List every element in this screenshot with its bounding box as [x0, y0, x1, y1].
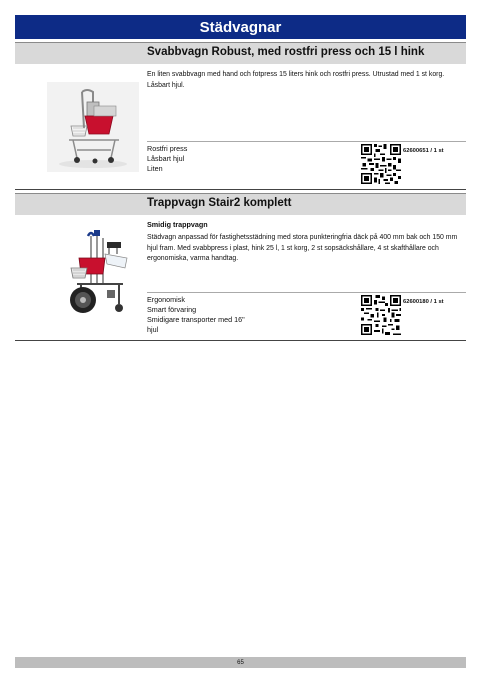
product-1-feature: Rostfri press — [147, 144, 188, 153]
page-number: 65 — [237, 659, 244, 666]
product-2-features — [147, 295, 245, 335]
product-2-feature: hjul — [147, 325, 159, 334]
product-1-feature: Liten — [147, 164, 163, 173]
mop-cart-image — [47, 82, 139, 172]
product-2-bottom-rule — [15, 340, 466, 341]
product-1-article-number: 62600651 / 1 st — [403, 148, 444, 154]
product-2-divider — [147, 292, 466, 293]
stair-cart-image — [47, 228, 139, 318]
page-footer — [15, 657, 466, 668]
product-2-article-number: 62600180 / 1 st — [403, 299, 444, 305]
page-title: Städvagnar — [15, 15, 466, 39]
product-2-name: Trappvagn Stair2 komplett — [147, 197, 292, 209]
product-2-feature: Smidigare transporter med 16" — [147, 315, 245, 324]
product-1-header — [15, 42, 466, 64]
product-2-feature: Ergonomisk — [147, 295, 185, 304]
product-1-bottom-rule — [15, 189, 466, 190]
product-2-feature: Smart förvaring — [147, 305, 197, 314]
product-2-header — [15, 193, 466, 215]
qr-code-icon — [361, 144, 401, 184]
product-1-features — [147, 144, 187, 174]
product-1-divider — [147, 141, 466, 142]
product-2-description: Städvagn anpassad för fastighetsstädning med stora punkteringfria däck på 400 mm bak och 150 mm hjul fram. Med svabbpress i plast, hink 25 l, 1 st korg, 2 st sopsäckshållare, 4 st skafthållare och ergonomiska, varma handtag. — [147, 234, 458, 262]
product-2-subtitle: Smidig trappvagn — [147, 220, 208, 229]
product-1-feature: Låsbart hjul — [147, 154, 185, 163]
product-1-description: En liten svabbvagn med hand och fotpress 15 liters hink och rostfri press. Utrustad med 1 st korg. Låsbart hjul. — [147, 71, 445, 89]
qr-code-icon — [361, 295, 401, 335]
product-1-name: Svabbvagn Robust, med rostfri press och 15 l hink — [147, 46, 425, 58]
